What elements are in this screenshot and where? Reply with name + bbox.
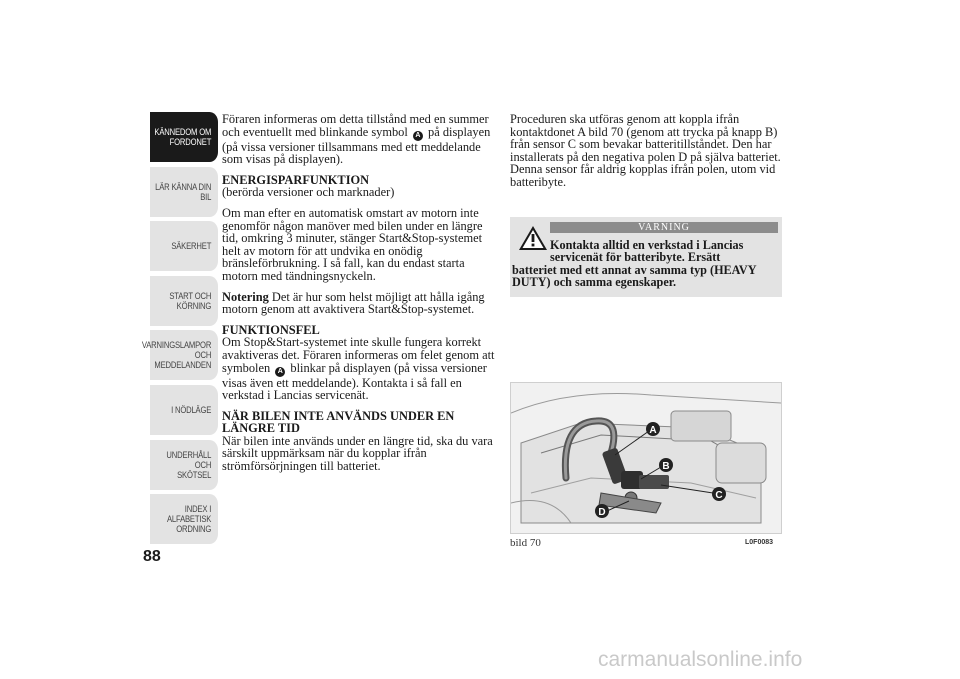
svg-text:A: A	[649, 425, 657, 436]
sidebar-tab-4[interactable]	[141, 330, 218, 380]
sidebar-tab-label: I NÖDLÄGE	[171, 404, 212, 415]
svg-text:C: C	[715, 490, 723, 501]
battery-illustration	[511, 383, 781, 533]
sidebar-tab-label: VARNINGSLAMPOR	[141, 340, 212, 351]
right-column	[510, 113, 782, 197]
sidebar-tab-2[interactable]	[150, 221, 218, 271]
energy-saving-heading: ENERGISPARFUNKTION	[222, 172, 370, 187]
sidebar-nav	[138, 112, 218, 549]
energy-saving-body: Om man efter en automatisk omstart av motorn inte genomför någon manöver med bilen under en längre tid, omkring 3 minuter, stänger Start&Stop-systemet helt av motorn för att undvika en onödig bränsleförbrukning. I så fall, kan du endast starta motorn med tändningsnyckeln.	[222, 205, 483, 283]
sidebar-tab-label: FORDONET	[169, 137, 212, 147]
fault-paragraph: Om Stop&Start-systemet inte skulle fungera korrekt avaktiveras det. Föraren informeras om felet genom att symbolen A blinkar på displayen (på vissa versioner visas även ett meddelande). Kontakta i så fall en verkstad i Lancias servicenät.	[222, 335, 495, 403]
sidebar-tab-label: LÄR KÄNNA DIN	[155, 181, 212, 192]
fault-heading: FUNKTIONSFEL	[222, 322, 320, 337]
sidebar-tab-label: KÄNNEDOM OM	[154, 127, 212, 137]
callout-d	[595, 504, 609, 518]
battery-warning-icon: A	[275, 367, 285, 377]
sidebar-tab-label: ORDNING	[176, 524, 212, 535]
sidebar-tab-0[interactable]	[150, 112, 218, 162]
sidebar-tab-label: START OCH	[169, 290, 212, 301]
note-label: Notering	[222, 289, 269, 304]
unused-body: När bilen inte används under en längre tid, ska du vara särskilt uppmärksam när du kopplar ifrån strömförsörjningen till batteriet.	[222, 433, 493, 474]
sidebar-tab-3[interactable]	[150, 276, 218, 326]
sidebar-tab-6[interactable]	[150, 440, 218, 490]
sidebar-tab-label: SKÖTSEL	[177, 469, 212, 480]
callout-b	[659, 458, 673, 472]
left-column	[222, 113, 500, 481]
sidebar-tab-label: MEDDELANDEN	[154, 360, 212, 371]
callout-c	[712, 487, 726, 501]
sidebar-tab-1[interactable]	[150, 167, 218, 217]
callout-a	[646, 422, 660, 436]
warning-title: VARNING	[550, 222, 778, 233]
figure-caption: bild 70	[510, 537, 541, 549]
note-paragraph: Notering Det är hur som helst möjligt att hålla igång motorn genom att avaktivera Start&Stop-systemet.	[222, 289, 485, 317]
sidebar-tab-label: ALFABETISK	[166, 514, 212, 525]
sidebar-tab-label: SÄKERHET	[171, 241, 212, 252]
svg-text:B: B	[662, 461, 670, 472]
sidebar-tab-5[interactable]	[150, 385, 218, 435]
sidebar-tab-label: OCH	[194, 350, 212, 361]
energy-saving-subheading: (berörda versioner och marknader)	[222, 185, 395, 200]
sidebar-tab-label: INDEX I	[184, 504, 212, 515]
page-number: 88	[143, 548, 161, 565]
sidebar-tab-7[interactable]	[150, 494, 218, 544]
battery-warning-icon: A	[413, 131, 423, 141]
battery-figure	[510, 382, 782, 534]
watermark: carmanualsonline.info	[598, 648, 803, 671]
warning-box	[510, 217, 782, 297]
unused-heading: NÄR BILEN INTE ANVÄNDS UNDER EN LÄNGRE TID	[222, 408, 455, 436]
sidebar-tab-label: KÖRNING	[176, 300, 212, 311]
sidebar-tab-label: UNDERHÅLL OCH	[166, 449, 212, 470]
procedure-paragraph: Proceduren ska utföras genom att koppla ifrån kontaktdonet A bild 70 (genom att trycka på knapp B) från sensor C som bevakar batteritillståndet. Den har installerats på den negativa polen D på själva batteriet. Denna sensor får aldrig kopplas ifrån polen, utom vid batteribyte.	[510, 112, 781, 189]
warning-text: Kontakta alltid en verkstad i Lancias servicenät för batteribyte. Ersätt batteriet med ett annat av samma typ (HEAVY DUTY) och samma egenskaper.	[512, 238, 757, 290]
intro-paragraph: Föraren informeras om detta tillstånd med en summer och eventuellt med blinkande symbol A på displayen (på vissa versioner tillsammans med ett meddelande som visas på displayen).	[222, 112, 491, 167]
svg-text:D: D	[598, 507, 606, 518]
sidebar-tab-label: BIL	[200, 191, 212, 202]
figure-code: L0F0083	[745, 539, 774, 546]
